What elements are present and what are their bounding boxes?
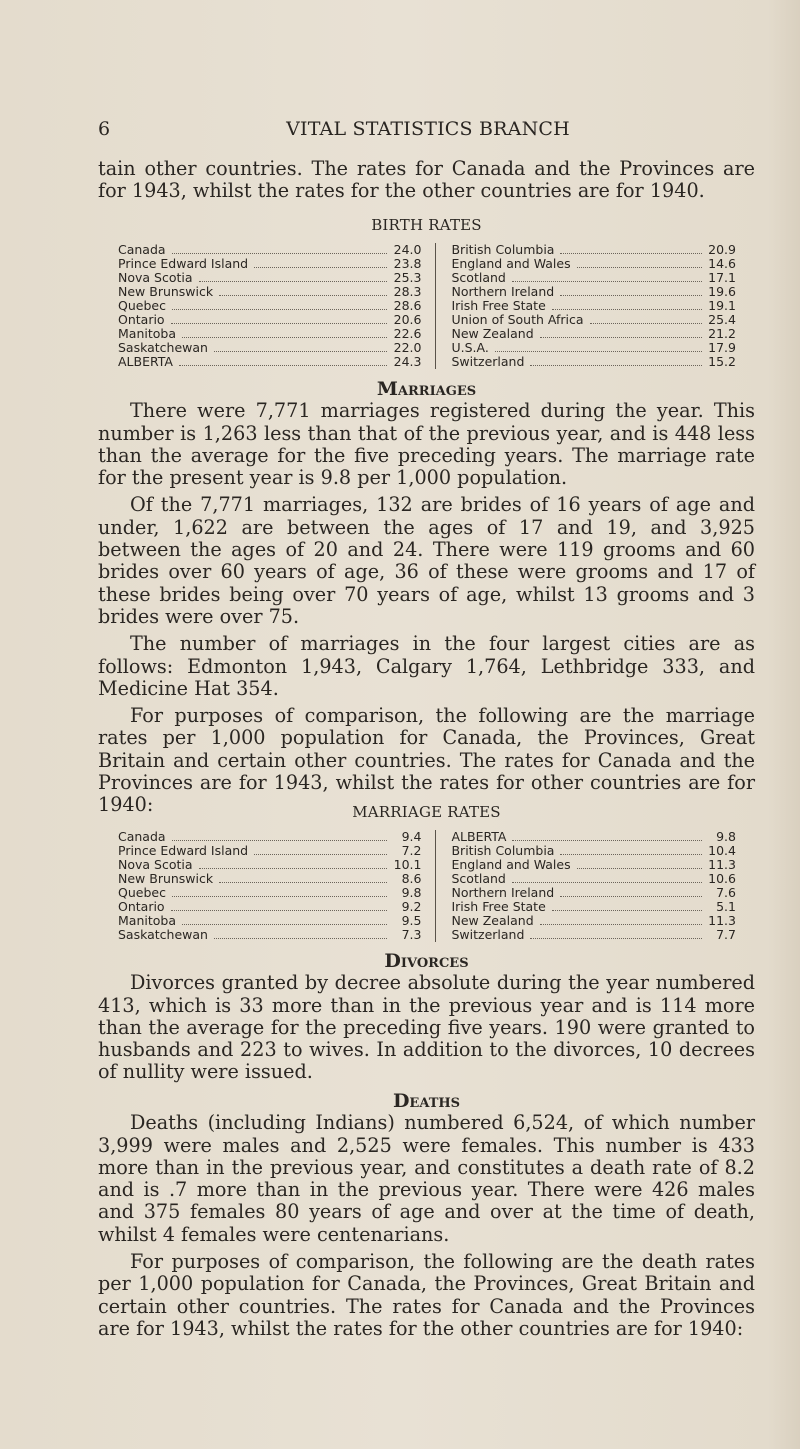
marriage-rates-left-column	[118, 830, 436, 942]
birth-rates-right-column	[436, 243, 736, 369]
table-row: Switzerland 7.7	[451, 927, 736, 942]
intro-paragraph: tain other countries. The rates for Canada and the Provinces are for 1943, whilst the rates for the other countries are for 1940.	[98, 157, 755, 203]
table-row: New Brunswick 28.3	[118, 284, 422, 299]
page-number: 6	[98, 118, 111, 140]
table-row: British Columbia 10.4	[451, 843, 736, 858]
birth-rates-left-column	[118, 243, 436, 369]
table-row: Manitoba 22.6	[118, 326, 422, 341]
table-row: Canada 24.0	[118, 242, 422, 257]
running-title: VITAL STATISTICS BRANCH	[286, 118, 570, 140]
intro-block	[98, 158, 755, 208]
table-row: Irish Free State 5.1	[451, 899, 736, 914]
marriages-paragraph: There were 7,771 marriages registered during the year. This number is 1,263 less than that of the previous year, and is 448 less than the average for the five preceding years. The marriage rate for the present year is 9.8 per 1,000 population.	[98, 399, 755, 490]
table-row: Nova Scotia 10.1	[118, 857, 422, 872]
table-row: England and Wales 14.6	[451, 256, 736, 271]
table-row: Northern Ireland 7.6	[451, 885, 736, 900]
table-row: Saskatchewan 7.3	[118, 927, 422, 942]
table-row: Irish Free State 19.1	[451, 298, 736, 313]
table-row: Prince Edward Island 23.8	[118, 256, 422, 271]
table-row: Ontario 20.6	[118, 312, 422, 327]
running-header	[98, 118, 758, 142]
table-row: Ontario 9.2	[118, 899, 422, 914]
table-row: Quebec 28.6	[118, 298, 422, 313]
table-row: British Columbia 20.9	[451, 242, 736, 257]
table-row: New Brunswick 8.6	[118, 871, 422, 886]
birth-rates-caption	[98, 214, 755, 236]
table-row: U.S.A. 17.9	[451, 340, 736, 355]
divorces-paragraph: Divorces granted by decree absolute during the year numbered 413, which is 33 more than in the previous year and is 114 more than the average for the preceding five years. 190 were granted to husbands and 223 to wives. In addition to the divorces, 10 decrees of nullity were issued.	[98, 971, 755, 1084]
marriage-rates-title: MARRIAGE RATES	[352, 803, 501, 821]
table-row: New Zealand 21.2	[451, 326, 736, 341]
table-row: Scotland 17.1	[451, 270, 736, 285]
table-row: Saskatchewan 22.0	[118, 340, 422, 355]
table-row: Prince Edward Island 7.2	[118, 843, 422, 858]
divorces-section	[98, 950, 755, 1089]
deaths-heading: Deaths	[392, 1090, 461, 1112]
table-row: New Zealand 11.3	[451, 913, 736, 928]
table-row: Nova Scotia 25.3	[118, 270, 422, 285]
table-row: ALBERTA 24.3	[118, 354, 422, 369]
birth-rates-table	[118, 243, 736, 369]
deaths-paragraph: For purposes of comparison, the following are the death rates per 1,000 population for Canada, the Provinces, Great Britain and certain other countries. The rates for Canada and the Provinces are for 1943, whilst the rates for the other countries are for 1940:	[98, 1250, 755, 1340]
marriages-paragraph: For purposes of comparison, the following are the marriage rates per 1,000 population for Canada, the Provinces, Great Britain and certain other countries. The rates for Canada and the Provinces are for 1943, whilst the rates for other countries are for 1940:	[98, 704, 755, 817]
marriages-paragraph: Of the 7,771 marriages, 132 are brides of 16 years of age and under, 1,622 are between the ages of 17 and 19, and 3,925 between the ages of 20 and 24. There were 119 grooms and 60 brides over 60 years of age, 36 of these were grooms and 17 of these brides being over 70 years of age, whilst 13 grooms and 3 brides were over 75.	[98, 493, 755, 628]
table-row: Northern Ireland 19.6	[451, 284, 736, 299]
table-row: Quebec 9.8	[118, 885, 422, 900]
table-row: ALBERTA 9.8	[451, 829, 736, 844]
table-row: England and Wales 11.3	[451, 857, 736, 872]
birth-rates-title: BIRTH RATES	[371, 216, 482, 234]
divorces-heading: Divorces	[384, 950, 469, 972]
marriages-heading: Marriages	[376, 378, 477, 400]
marriages-paragraph: The number of marriages in the four largest cities are as follows: Edmonton 1,943, Calgary 1,764, Lethbridge 333, and Medicine Hat 354.	[98, 632, 755, 700]
marriage-rates-right-column	[436, 830, 736, 942]
table-row: Manitoba 9.5	[118, 913, 422, 928]
marriage-rates-caption	[98, 801, 755, 823]
deaths-paragraph: Deaths (including Indians) numbered 6,524, of which number 3,999 were males and 2,525 were females. This number is 433 more than in the previous year, and constitutes a death rate of 8.2 and is .7 more than in the previous year. There were 426 males and 375 females 80 years of age and over at the time of death, whilst 4 females were centenarians.	[98, 1111, 755, 1246]
table-row: Switzerland 15.2	[451, 354, 736, 369]
table-row: Union of South Africa 25.4	[451, 312, 736, 327]
marriages-section	[98, 378, 755, 822]
marriage-rates-table	[118, 830, 736, 942]
table-row: Scotland 10.6	[451, 871, 736, 886]
deaths-section	[98, 1090, 755, 1345]
table-row: Canada 9.4	[118, 829, 422, 844]
